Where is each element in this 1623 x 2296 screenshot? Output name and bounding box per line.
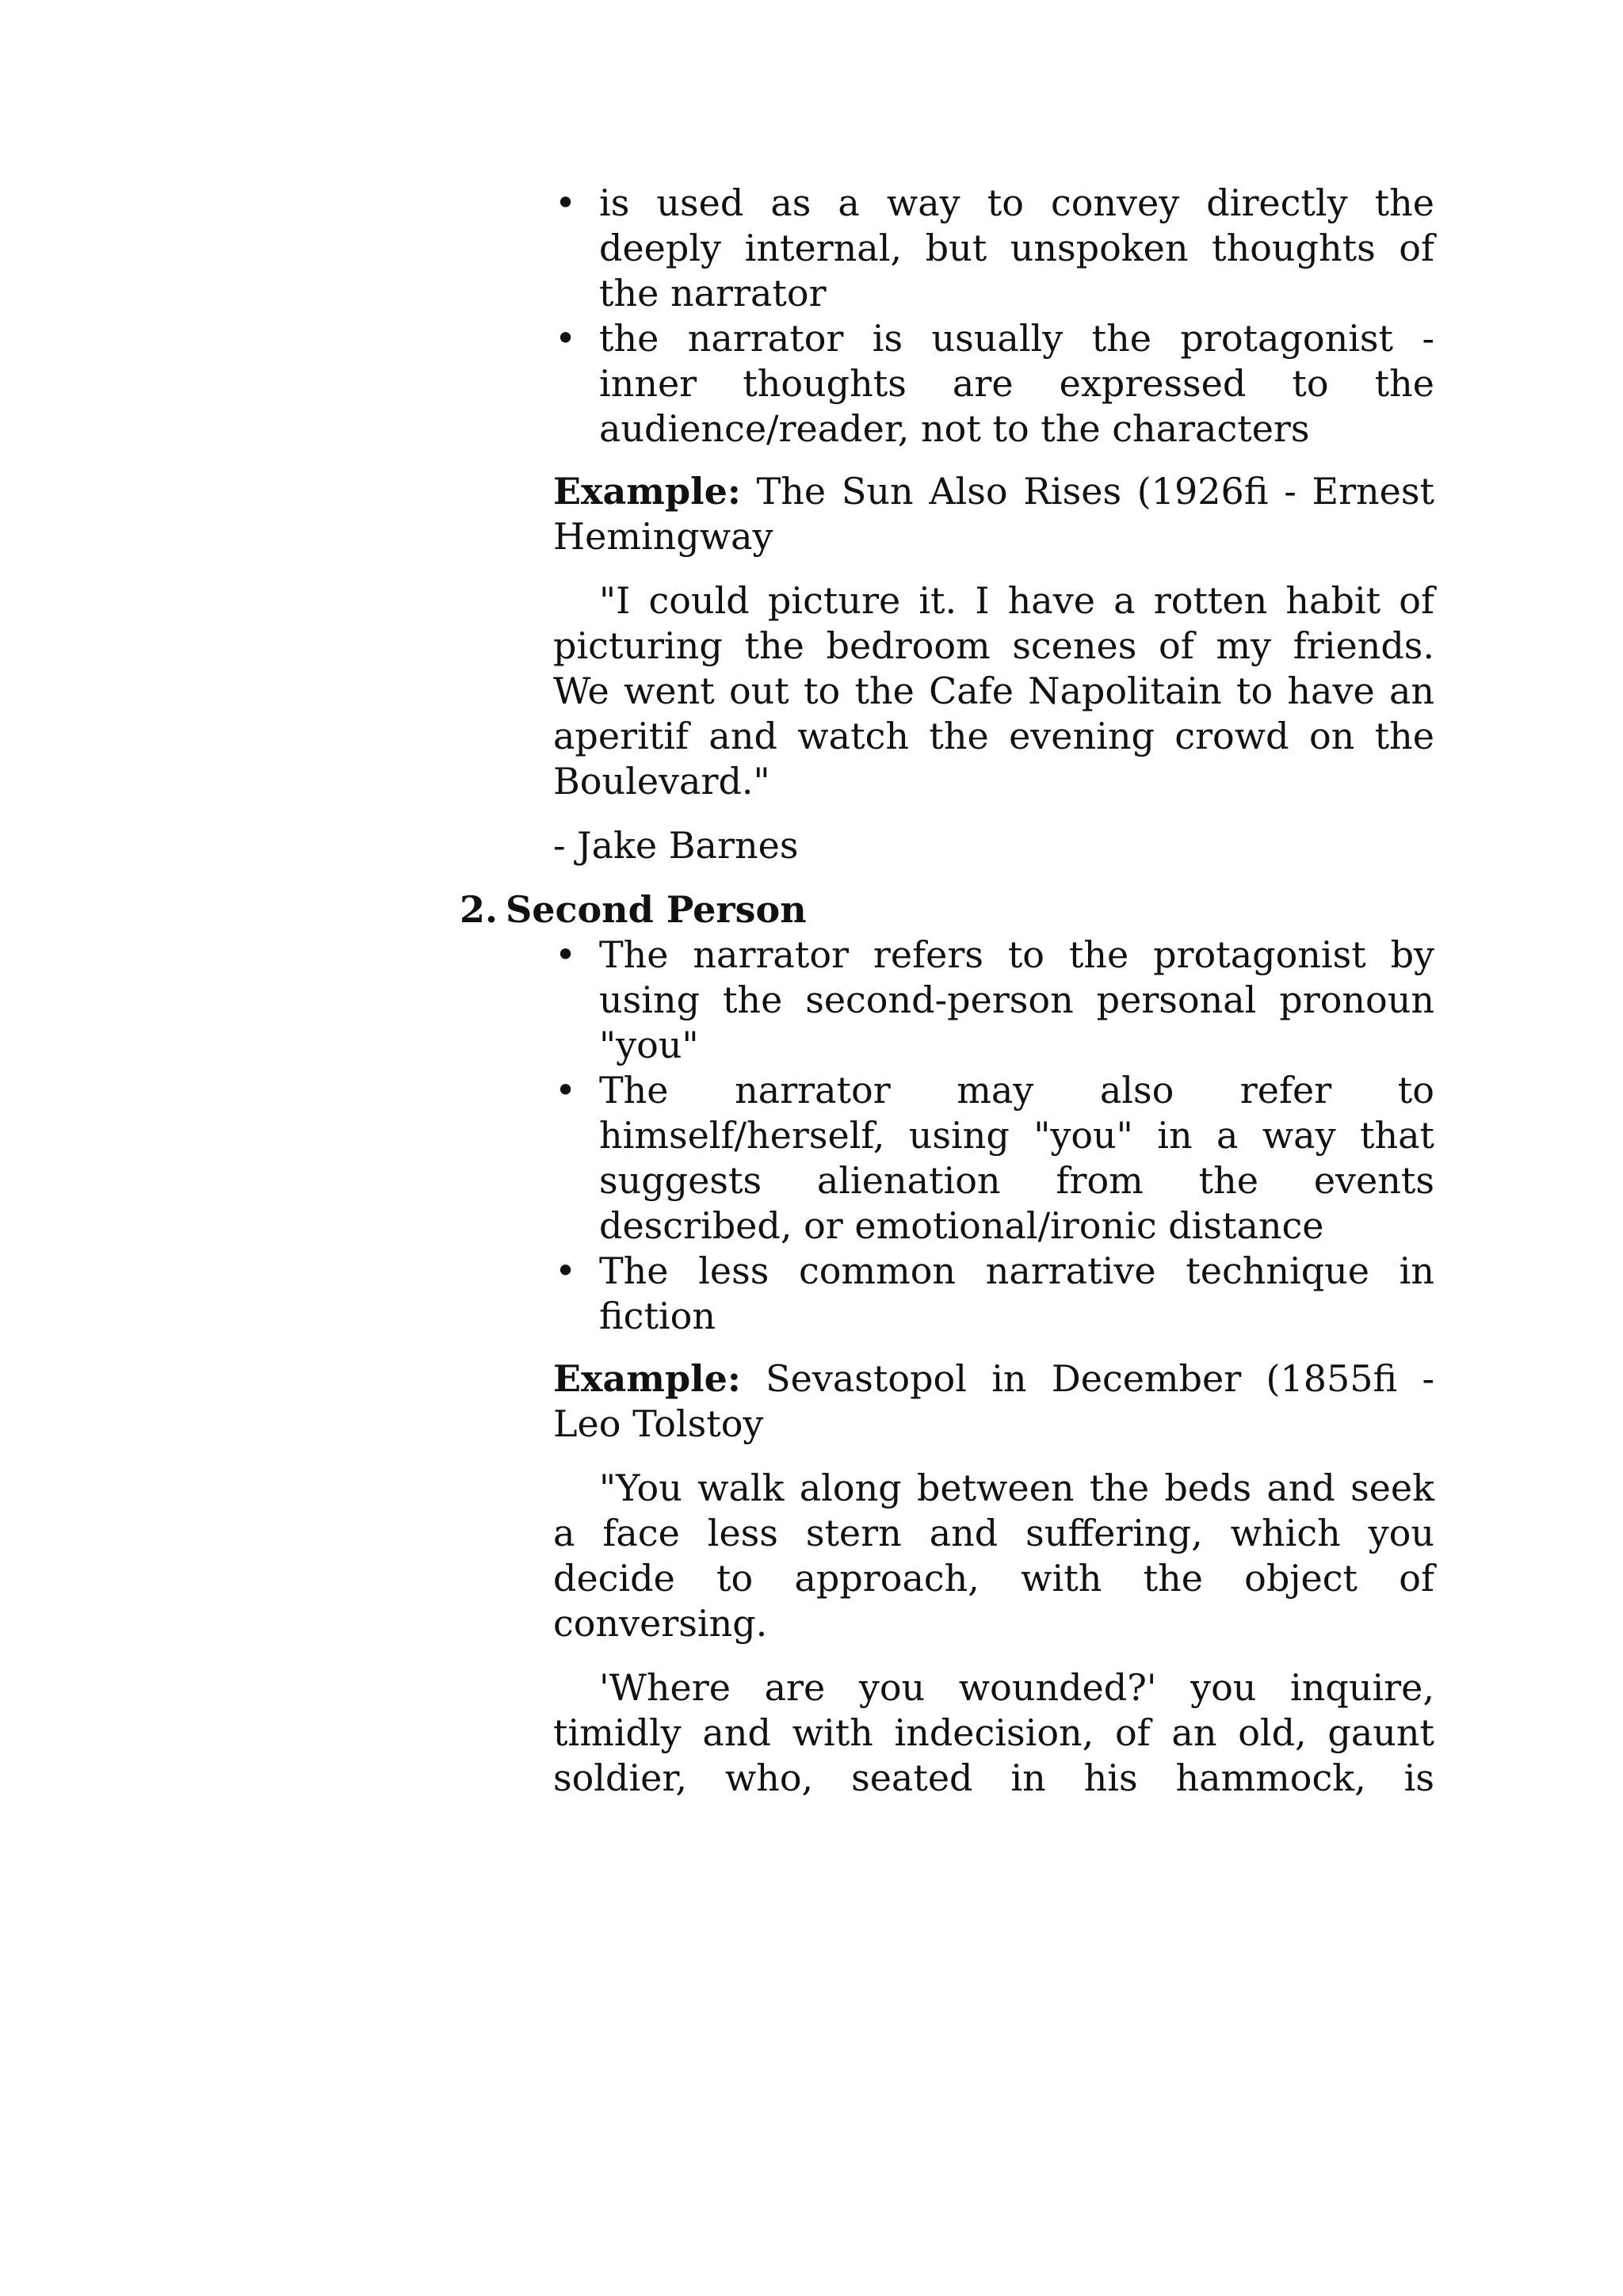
second-person-bullet-list: [553, 933, 1434, 1339]
example-second-person: [553, 1356, 1434, 1447]
bullet-icon: •: [555, 317, 577, 360]
bullet-icon: •: [555, 1069, 577, 1112]
list-item-text: The narrator refers to the protagonist by using the second-person personal pronoun "you": [599, 933, 1434, 1066]
list-item: [553, 316, 1434, 452]
section-heading-second-person: [460, 887, 1434, 933]
example-text: Sevastopol in December (1855fi - Leo Tolstoy: [553, 1357, 1435, 1445]
section-title: Second Person: [506, 888, 807, 931]
list-item-text: the narrator is usually the protagonist - inner thoughts are expressed to the audience/reader, not to the characters: [599, 317, 1434, 450]
first-person-bullet-list: [553, 181, 1434, 452]
example-label: Example:: [553, 470, 741, 513]
list-item: [553, 1249, 1434, 1339]
quote-paragraph: 'Where are you wounded?' you inquire, timidly and with indecision, of an old, gaunt soldier, who, seated in his hammock, is: [553, 1666, 1434, 1799]
bullet-icon: •: [555, 181, 577, 224]
section-number: 2.: [460, 888, 498, 931]
list-item: [553, 933, 1434, 1068]
list-item: [553, 181, 1434, 316]
list-item-text: is used as a way to convey directly the deeply internal, but unspoken thoughts of the narrator: [599, 181, 1434, 315]
example-label: Example:: [553, 1357, 741, 1400]
quote-attribution: - Jake Barnes: [553, 824, 799, 867]
bullet-icon: •: [555, 1249, 577, 1292]
example-text: The Sun Also Rises (1926fi - Ernest Hemingway: [553, 470, 1434, 558]
bullet-icon: •: [555, 933, 577, 976]
quote-paragraph: "You walk along between the beds and seek a face less stern and suffering, which you decide to approach, with the object of conversing.: [553, 1466, 1434, 1645]
list-item-text: The narrator may also refer to himself/herself, using "you" in a way that suggests alienation from the events described, or emotional/ironic distance: [599, 1069, 1434, 1247]
list-item: [553, 1068, 1434, 1249]
example-first-person: [553, 469, 1434, 559]
page-content: [460, 181, 1435, 1801]
list-item-text: The less common narrative technique in fiction: [599, 1249, 1434, 1337]
quote-paragraph: "I could picture it. I have a rotten habit of picturing the bedroom scenes of my friends. We went out to the Cafe Napolitain to have an aperitif and watch the evening crowd on the Boulevard.": [553, 579, 1434, 803]
